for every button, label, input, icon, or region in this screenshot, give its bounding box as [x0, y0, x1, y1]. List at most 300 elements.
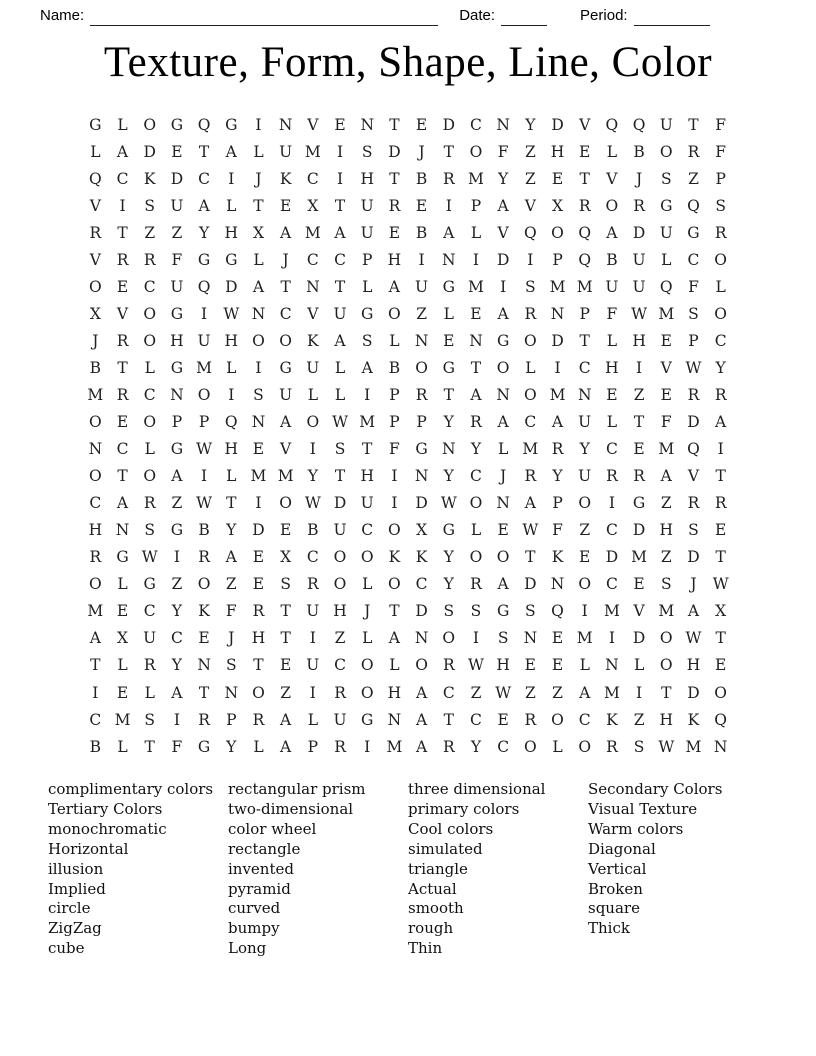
grid-letter: R [89, 223, 102, 242]
grid-letter: D [687, 683, 700, 702]
grid-letter: S [660, 575, 672, 594]
grid-letter: H [632, 331, 646, 350]
grid-letter: S [225, 656, 237, 675]
grid-letter: F [715, 115, 727, 134]
grid-letter: H [224, 440, 239, 459]
grid-letter: L [226, 467, 237, 486]
grid-letter: J [92, 331, 99, 350]
grid-letter: T [198, 142, 210, 161]
grid-letter: M [576, 277, 593, 296]
grid-letter: L [362, 277, 373, 296]
word-list-item: Secondary Colors [588, 780, 723, 798]
grid-letter: O [496, 358, 510, 377]
grid-letter: R [470, 413, 482, 432]
word-list-item: Thin [408, 939, 443, 958]
grid-letter: D [170, 169, 184, 188]
grid-letter: O [388, 521, 401, 540]
grid-letter: G [442, 277, 455, 296]
word-list-column [408, 780, 588, 959]
grid-letter: R [334, 737, 346, 756]
grid-letter: Y [171, 602, 183, 621]
grid-letter: E [470, 304, 482, 323]
grid-letter: B [89, 737, 102, 756]
grid-letter: E [633, 575, 645, 594]
grid-letter: G [361, 710, 374, 729]
grid-letter: G [116, 548, 129, 567]
grid-letter: T [253, 656, 264, 675]
grid-letter: I [309, 440, 316, 459]
grid-letter: H [686, 656, 701, 675]
grid-letter: C [578, 710, 591, 729]
grid-letter: C [143, 602, 156, 621]
grid-letter: R [388, 196, 401, 215]
grid-letter: H [333, 602, 347, 621]
grid-letter: R [252, 602, 265, 621]
grid-letter: S [497, 629, 509, 648]
word-list-item: simulated [408, 839, 483, 858]
grid-letter: L [144, 683, 155, 702]
grid-letter: F [715, 142, 727, 161]
grid-letter: O [306, 413, 320, 432]
grid-letter: V [606, 169, 618, 188]
grid-letter: Q [578, 223, 592, 242]
grid-letter: L [117, 575, 128, 594]
grid-letter: V [687, 467, 700, 486]
grid-letter: G [170, 440, 184, 459]
grid-letter: W [685, 629, 702, 648]
grid-letter: S [660, 169, 672, 188]
grid-letter: A [388, 629, 400, 648]
grid-letter: A [524, 494, 536, 513]
grid-letter: S [525, 602, 536, 621]
grid-letter: U [306, 602, 320, 621]
grid-letter: D [632, 223, 646, 242]
grid-letter: D [632, 521, 646, 540]
grid-letter: L [307, 385, 318, 404]
grid-letter: I [364, 385, 371, 404]
grid-letter: R [116, 331, 129, 350]
grid-letter: J [255, 169, 262, 188]
grid-letter: E [116, 602, 129, 621]
grid-letter: O [279, 331, 293, 350]
grid-letter: C [524, 413, 537, 432]
grid-letter: R [687, 385, 700, 404]
word-list-item: smooth [408, 899, 464, 918]
grid-letter: J [364, 602, 371, 621]
grid-letter: U [279, 385, 293, 404]
grid-letter: T [144, 737, 155, 756]
grid-letter: E [415, 196, 428, 215]
grid-letter: G [660, 196, 673, 215]
grid-letter: R [524, 710, 537, 729]
grid-letter: N [414, 467, 429, 486]
grid-letter: P [226, 710, 237, 729]
grid-letter: M [685, 737, 702, 756]
grid-letter: K [415, 548, 428, 567]
grid-letter: U [143, 629, 157, 648]
grid-letter: Y [171, 656, 183, 675]
grid-letter: E [579, 548, 591, 567]
grid-letter: N [170, 385, 184, 404]
grid-letter: R [442, 169, 455, 188]
grid-letter: I [201, 467, 208, 486]
grid-letter: C [334, 656, 346, 675]
word-list-item: Implied [48, 879, 106, 898]
grid-letter: Y [525, 115, 536, 134]
grid-letter: N [414, 331, 429, 350]
word-list-item: Vertical [588, 859, 647, 878]
grid-letter: C [89, 710, 102, 729]
grid-letter: Z [416, 304, 427, 323]
word-list-item: pyramid [228, 879, 291, 898]
grid-letter: Q [659, 277, 673, 296]
grid-letter: G [170, 304, 184, 323]
grid-letter: O [551, 223, 564, 242]
grid-letter: L [389, 656, 400, 675]
grid-letter: E [497, 521, 509, 540]
grid-letter: G [361, 304, 374, 323]
grid-letter: W [141, 548, 158, 567]
word-list-item: rectangle [228, 839, 301, 858]
grid-letter: O [143, 331, 157, 350]
grid-letter: I [554, 358, 561, 377]
grid-letter: C [334, 250, 346, 269]
grid-letter: O [88, 277, 102, 296]
grid-letter: W [712, 575, 729, 594]
grid-letter: G [197, 737, 211, 756]
grid-letter: E [198, 629, 210, 648]
grid-letter: O [88, 413, 102, 432]
grid-letter: U [360, 494, 374, 513]
grid-letter: I [255, 115, 262, 134]
grid-letter: H [88, 521, 103, 540]
grid-letter: N [442, 440, 456, 459]
grid-letter: T [334, 196, 346, 215]
grid-letter: L [633, 656, 645, 675]
grid-letter: A [579, 683, 591, 702]
grid-letter: E [279, 196, 292, 215]
grid-letter: K [279, 169, 292, 188]
grid-letter: M [277, 467, 294, 486]
grid-letter: N [550, 304, 565, 323]
word-list-item: Horizontal [48, 839, 129, 858]
word-list-item: Actual [408, 879, 457, 898]
grid-letter: O [252, 331, 265, 350]
grid-letter: M [304, 142, 321, 161]
grid-letter: D [415, 602, 428, 621]
grid-letter: D [551, 115, 564, 134]
grid-letter: V [579, 115, 591, 134]
grid-letter: G [687, 223, 700, 242]
grid-letter: G [225, 115, 238, 134]
date-label: Date: [459, 7, 496, 24]
grid-letter: X [89, 304, 101, 323]
grid-letter: C [306, 250, 319, 269]
grid-letter: A [470, 385, 482, 404]
grid-letter: I [636, 358, 643, 377]
grid-letter: I [527, 250, 534, 269]
grid-letter: M [304, 223, 321, 242]
grid-letter: O [714, 683, 728, 702]
grid-letter: M [114, 710, 131, 729]
grid-letter: T [117, 223, 128, 242]
grid-letter: B [89, 358, 102, 377]
grid-letter: N [496, 385, 510, 404]
grid-letter: W [304, 494, 321, 513]
grid-letter: O [469, 494, 483, 513]
grid-letter: P [552, 494, 563, 513]
grid-letter: Q [88, 169, 102, 188]
grid-letter: C [116, 169, 129, 188]
grid-letter: T [579, 331, 590, 350]
grid-letter: S [253, 385, 264, 404]
grid-letter: L [362, 575, 373, 594]
grid-letter: O [388, 575, 401, 594]
word-list-item: Warm colors [588, 819, 684, 838]
grid-letter: C [578, 358, 591, 377]
grid-letter: O [143, 413, 157, 432]
grid-letter: R [198, 710, 210, 729]
grid-letter: U [659, 223, 673, 242]
grid-letter: O [143, 115, 157, 134]
grid-letter: H [387, 683, 402, 702]
word-list-item: illusion [48, 859, 104, 878]
grid-letter: G [197, 250, 211, 269]
grid-letter: C [605, 575, 618, 594]
grid-letter: F [171, 737, 183, 756]
grid-letter: R [606, 737, 618, 756]
grid-letter: R [116, 385, 129, 404]
grid-letter: M [576, 629, 593, 648]
grid-letter: I [608, 494, 615, 513]
word-list [48, 780, 768, 959]
grid-letter: L [362, 629, 373, 648]
word-list-item: cube [48, 939, 85, 958]
grid-letter: C [198, 169, 211, 188]
grid-letter: T [389, 115, 400, 134]
grid-letter: O [578, 494, 592, 513]
grid-letter: P [715, 169, 726, 188]
grid-letter: O [360, 656, 374, 675]
word-list-item: bumpy [228, 919, 280, 938]
grid-letter: O [469, 142, 483, 161]
grid-letter: J [690, 575, 697, 594]
grid-letter: V [660, 358, 672, 377]
grid-letter: P [198, 413, 210, 432]
grid-letter: P [389, 385, 400, 404]
grid-letter: E [116, 413, 129, 432]
grid-letter: L [226, 358, 237, 377]
grid-letter: J [635, 169, 643, 188]
grid-letter: L [606, 142, 618, 161]
grid-letter: G [143, 575, 156, 594]
grid-letter: Z [688, 169, 699, 188]
grid-letter: T [280, 602, 291, 621]
grid-letter: L [470, 223, 482, 242]
grid-letter: I [717, 440, 724, 459]
grid-letter: S [525, 277, 536, 296]
grid-letter: T [334, 467, 346, 486]
grid-letter: S [280, 575, 291, 594]
grid-letter: C [442, 683, 455, 702]
grid-letter: I [309, 683, 316, 702]
grid-letter: R [89, 548, 102, 567]
word-list-item: complimentary colors [48, 780, 214, 798]
grid-letter: D [605, 548, 619, 567]
grid-letter: G [225, 250, 238, 269]
grid-letter: Y [307, 467, 318, 486]
grid-letter: M [468, 169, 484, 188]
word-list-item: rectangular prism [228, 780, 366, 798]
grid-letter: B [633, 142, 645, 161]
grid-letter: Q [687, 196, 700, 215]
grid-letter: Z [524, 683, 536, 702]
grid-letter: X [715, 602, 727, 621]
grid-letter: Y [226, 521, 237, 540]
grid-letter: G [442, 358, 455, 377]
grid-letter: A [116, 494, 129, 513]
grid-letter: I [445, 196, 452, 215]
grid-letter: C [470, 115, 482, 134]
grid-letter: N [550, 575, 565, 594]
grid-letter: G [442, 521, 455, 540]
grid-letter: Z [579, 521, 591, 540]
grid-letter: R [606, 467, 618, 486]
grid-letter: A [280, 223, 292, 242]
grid-letter: C [170, 629, 183, 648]
grid-letter: H [224, 331, 239, 350]
grid-letter: J [282, 250, 289, 269]
grid-letter: Z [524, 142, 536, 161]
grid-letter: E [279, 521, 292, 540]
grid-letter: G [496, 331, 510, 350]
grid-letter: O [360, 683, 374, 702]
grid-letter: V [89, 250, 101, 269]
grid-letter: Y [470, 737, 482, 756]
grid-letter: Z [633, 385, 645, 404]
grid-letter: S [443, 602, 455, 621]
grid-letter: R [714, 223, 727, 242]
grid-letter: N [306, 277, 320, 296]
grid-letter: S [470, 602, 482, 621]
grid-letter: O [143, 304, 157, 323]
word-list-item: Broken [588, 879, 643, 898]
grid-letter: R [524, 304, 537, 323]
grid-letter: I [228, 169, 235, 188]
grid-letter: E [252, 548, 265, 567]
grid-letter: E [116, 277, 129, 296]
grid-letter: C [605, 440, 618, 459]
grid-letter: M [468, 277, 484, 296]
grid-letter: D [442, 115, 455, 134]
grid-letter: N [278, 115, 293, 134]
grid-letter: N [387, 710, 402, 729]
grid-letter: K [388, 548, 401, 567]
grid-letter: O [360, 548, 374, 567]
word-list-item: ZigZag [48, 919, 102, 938]
grid-letter: T [389, 169, 400, 188]
grid-letter: A [334, 223, 346, 242]
grid-letter: L [443, 304, 454, 323]
word-list-item: Diagonal [588, 839, 656, 858]
grid-letter: C [687, 250, 700, 269]
grid-letter: W [196, 494, 213, 513]
grid-letter: W [440, 494, 457, 513]
grid-letter: L [144, 440, 155, 459]
grid-letter: I [173, 710, 180, 729]
grid-letter: T [688, 115, 699, 134]
grid-letter: F [225, 602, 237, 621]
grid-letter: O [523, 385, 537, 404]
grid-letter: H [360, 467, 374, 486]
grid-letter: S [688, 304, 699, 323]
grid-letter: G [415, 440, 428, 459]
grid-letter: C [361, 521, 374, 540]
grid-letter: E [551, 169, 564, 188]
grid-letter: G [632, 494, 646, 513]
grid-letter: X [307, 196, 319, 215]
grid-letter: G [89, 115, 102, 134]
grid-letter: N [469, 331, 483, 350]
grid-letter: C [497, 737, 510, 756]
grid-letter: O [578, 737, 592, 756]
grid-letter: Z [633, 710, 645, 729]
grid-letter: I [255, 494, 262, 513]
grid-letter: I [201, 304, 208, 323]
grid-letter: D [333, 494, 347, 513]
grid-letter: N [442, 250, 456, 269]
grid-letter: A [252, 277, 265, 296]
grid-letter: N [88, 440, 103, 459]
grid-letter: U [333, 304, 347, 323]
grid-letter: I [309, 629, 316, 648]
grid-letter: M [549, 277, 566, 296]
grid-letter: H [659, 710, 674, 729]
grid-letter: Y [443, 548, 454, 567]
word-list-item: Tertiary Colors [48, 799, 163, 818]
grid-letter: L [606, 331, 618, 350]
grid-letter: L [661, 250, 672, 269]
grid-letter: C [470, 710, 482, 729]
grid-letter: U [170, 277, 184, 296]
grid-letter: A [606, 223, 618, 242]
grid-letter: C [143, 277, 156, 296]
grid-letter: A [89, 629, 101, 648]
date-blank-line [501, 8, 547, 26]
grid-letter: T [389, 602, 400, 621]
word-list-item: Visual Texture [588, 799, 698, 818]
grid-letter: P [362, 250, 373, 269]
grid-letter: T [443, 710, 454, 729]
grid-letter: N [197, 656, 211, 675]
grid-letter: T [633, 413, 645, 432]
grid-letter: I [119, 196, 126, 215]
word-list-item: Cool colors [408, 819, 494, 838]
grid-letter: Z [171, 575, 183, 594]
grid-letter: Z [144, 223, 156, 242]
grid-letter: C [714, 331, 727, 350]
grid-letter: L [307, 710, 318, 729]
grid-letter: R [442, 737, 455, 756]
grid-letter: A [497, 304, 509, 323]
grid-letter: O [605, 196, 619, 215]
word-list-item: two-dimensional [228, 799, 354, 818]
grid-letter: T [280, 629, 291, 648]
word-list-column [228, 780, 408, 959]
grid-letter: E [279, 656, 292, 675]
grid-letter: E [660, 331, 672, 350]
grid-letter: T [443, 385, 454, 404]
